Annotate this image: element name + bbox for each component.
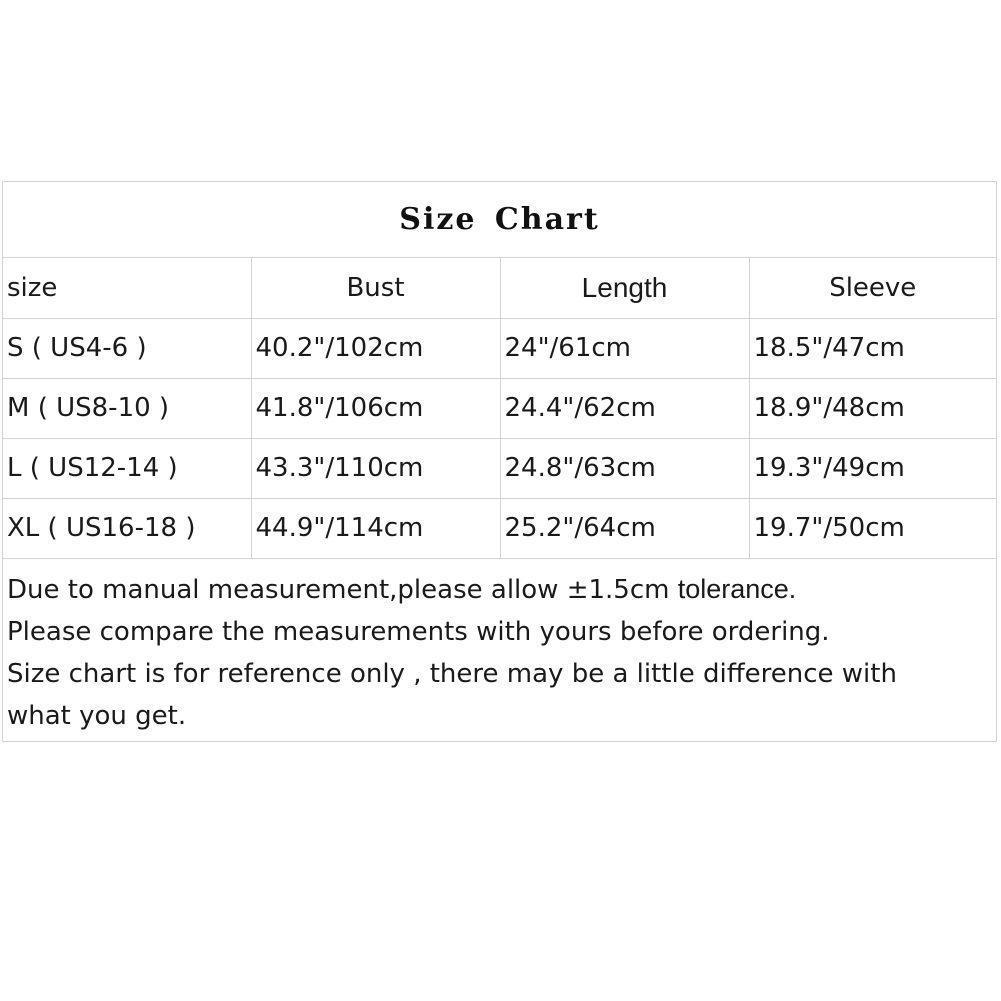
cell-bust: 43.3"/110cm xyxy=(251,438,500,498)
cell-size: XL ( US16-18 ) xyxy=(3,498,251,558)
size-table xyxy=(3,258,996,559)
note-tolerance-text: Due to manual measurement,please allow ±1.5cm xyxy=(7,575,670,605)
note-line-4: what you get. xyxy=(7,701,187,731)
cell-bust: 40.2"/102cm xyxy=(251,318,500,378)
cell-sleeve: 18.5"/47cm xyxy=(749,318,996,378)
table-row xyxy=(3,498,996,558)
cell-bust: 44.9"/114cm xyxy=(251,498,500,558)
cell-length: 24"/61cm xyxy=(500,318,749,378)
table-row xyxy=(3,318,996,378)
cell-size: L ( US12-14 ) xyxy=(3,438,251,498)
title-row xyxy=(3,182,996,258)
cell-sleeve: 19.3"/49cm xyxy=(749,438,996,498)
cell-size: S ( US4-6 ) xyxy=(3,318,251,378)
cell-sleeve: 19.7"/50cm xyxy=(749,498,996,558)
header-sleeve: Sleeve xyxy=(749,258,996,318)
cell-size: M ( US8-10 ) xyxy=(3,378,251,438)
header-length: Length xyxy=(500,258,749,318)
note-tolerance-word: tolerance. xyxy=(677,574,797,604)
note-line-1 xyxy=(7,568,992,611)
cell-length: 24.4"/62cm xyxy=(500,378,749,438)
cell-length: 24.8"/63cm xyxy=(500,438,749,498)
header-bust: Bust xyxy=(251,258,500,318)
cell-sleeve: 18.9"/48cm xyxy=(749,378,996,438)
notes xyxy=(7,568,992,737)
table-row xyxy=(3,438,996,498)
header-size: size xyxy=(3,258,251,318)
cell-length: 25.2"/64cm xyxy=(500,498,749,558)
note-line-3: Size chart is for reference only , there may be a little difference with xyxy=(7,659,897,689)
note-line-2: Please compare the measurements with yours before ordering. xyxy=(7,617,830,647)
size-chart xyxy=(2,181,997,742)
chart-title: Size Chart xyxy=(399,202,600,237)
table-row xyxy=(3,378,996,438)
cell-bust: 41.8"/106cm xyxy=(251,378,500,438)
table-header-row xyxy=(3,258,996,318)
